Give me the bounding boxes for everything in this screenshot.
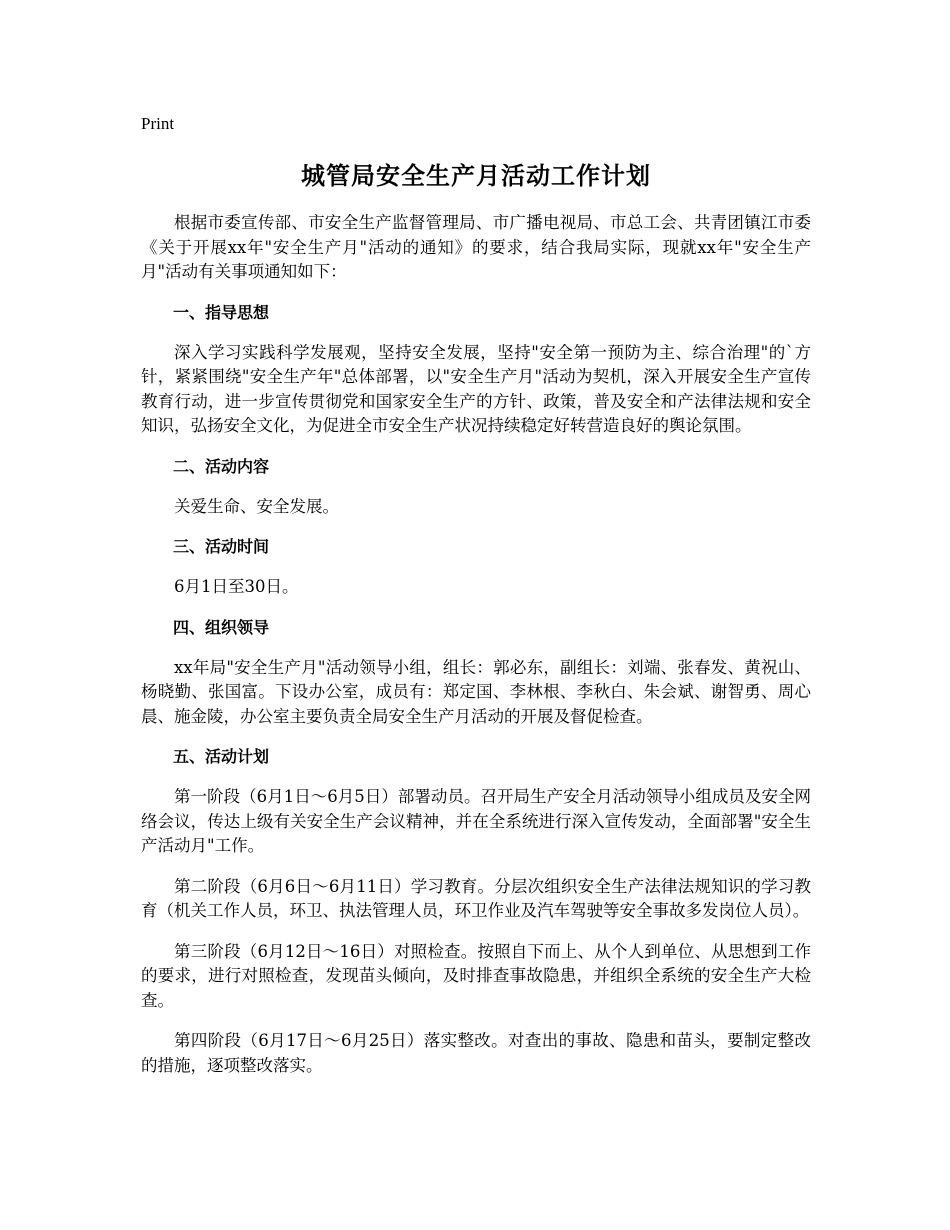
print-label: Print [141,114,175,133]
section-heading-guiding-ideology: 一、指导思想 [173,302,270,322]
organization-paragraph: xx年局"安全生产月"活动领导小组，组长：郭必东，副组长：刘端、张春发、黄祝山、杨晓勤、张国富。下设办公室，成员有：郑定国、李林根、李秋白、朱会斌、谢智勇、周心晨、施金陵，办公室主要负责全局安全生产月活动的开展及督促检查。 [141,657,811,726]
section-heading-activity-plan: 五、活动计划 [173,747,270,766]
section-heading-organization: 四、组织领导 [173,617,270,637]
activity-content-paragraph: 关爱生命、安全发展。 [174,496,339,516]
document-title: 城管局安全生产月活动工作计划 [301,162,651,190]
intro-paragraph: 根据市委宣传部、市安全生产监督管理局、市广播电视局、市总工会、共青团镇江市委《关于开展xx年"安全生产月"活动的通知》的要求，结合我局实际，现就xx年"安全生产月"活动有关事项通知如下： [141,213,811,281]
plan-phase-4-paragraph: 第四阶段（6月17日～6月25日）落实整改。对查出的事故、隐患和苗头，要制定整改的措施，逐项整改落实。 [141,1031,811,1075]
activity-time-paragraph: 6月1日至30日。 [174,577,299,596]
section-heading-activity-content: 二、活动内容 [173,456,270,476]
plan-phase-2-paragraph: 第二阶段（6月6日～6月11日）学习教育。分层次组织安全生产法律法规知识的学习教育（机关工作人员，环卫、执法管理人员，环卫作业及汽车驾驶等安全事故多发岗位人员）。 [141,876,811,920]
guiding-ideology-paragraph: 深入学习实践科学发展观，坚持安全发展，坚持"安全第一预防为主、综合治理"的`方针，紧紧围绕"安全生产年"总体部署，以"安全生产月"活动为契机，深入开展安全生产宣传教育行动，进一步宣传贯彻党和国家安全生产的方针、政策，普及安全和产法律法规和安全知识，弘扬安全文化，为促进全市安全生产状况持续稳定好转营造良好的舆论氛围。 [141,342,811,435]
section-heading-activity-time: 三、活动时间 [173,537,270,556]
plan-phase-3-paragraph: 第三阶段（6月12日～16日）对照检查。按照自下而上、从个人到单位、从思想到工作的要求，进行对照检查，发现苗头倾向，及时排查事故隐患，并组织全系统的安全生产大检查。 [141,941,811,1010]
document-body [141,211,811,1094]
plan-phase-1-paragraph: 第一阶段（6月1日～6月5日）部署动员。召开局生产安全月活动领导小组成员及安全网络会议，传达上级有关安全生产会议精神，并在全系统进行深入宣传发动，全面部署"安全生产活动月"工作。 [141,787,811,855]
